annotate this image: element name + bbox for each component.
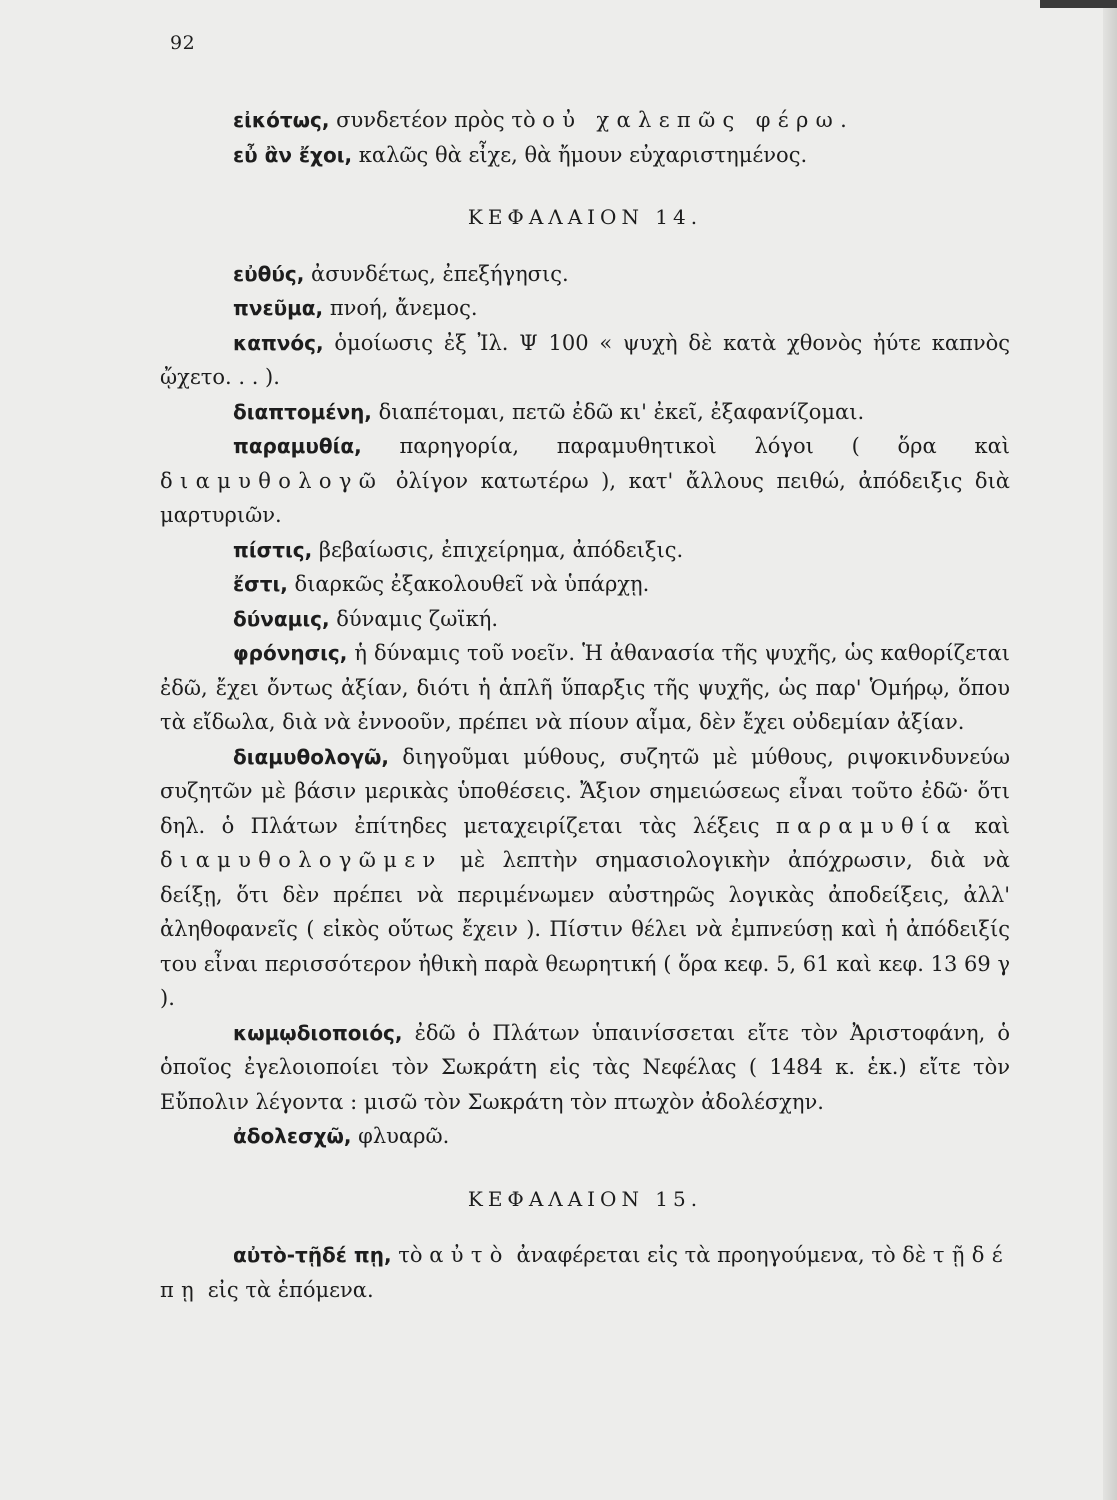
headword: εἰκότως, bbox=[233, 108, 330, 132]
spaced-word: αὐτὸ bbox=[429, 1243, 510, 1267]
entry bbox=[160, 257, 1010, 292]
entry bbox=[160, 291, 1010, 326]
entry-text: δύναμις ζωϊκή. bbox=[329, 606, 499, 631]
headword: ἀδολεσχῶ, bbox=[233, 1124, 352, 1148]
entry-text: εἰς τὰ ἑπόμενα. bbox=[201, 1277, 374, 1302]
entry-text: καλῶς θὰ εἶχε, θὰ ἤμουν εὐχαριστημένος. bbox=[352, 142, 808, 167]
entry-text: διαρκῶς ἐξακολουθεῖ νὰ ὑπάρχῃ. bbox=[287, 572, 650, 596]
headword: ἔστι, bbox=[233, 572, 288, 596]
headword: καπνός, bbox=[233, 330, 324, 355]
spaced-quote: οὐ χαλεπῶς φέρω bbox=[542, 108, 841, 132]
spaced-word: διαμυθολογῶμεν bbox=[160, 848, 443, 872]
headword: διαπτομένη, bbox=[233, 399, 372, 424]
entry-eu-an-echoi bbox=[160, 138, 1010, 173]
entry bbox=[160, 429, 1010, 533]
entry bbox=[160, 395, 1010, 430]
entry-text: ἐδῶ ὁ Πλάτων ὑπαινίσσεται εἴτε τὸν Ἀριστοφάνη, ὁ ὁποῖος ἐγελοιοποίει τὸν Σωκράτη εἰς τὰς Νεφέλας ( 1484 κ. ἑκ.) εἴτε τὸν Εὔπολιν λέγοντα : μισῶ τὸν Σωκράτη τὸν πτωχὸν ἀδολέσχην. bbox=[160, 1020, 1010, 1114]
entry bbox=[160, 326, 1010, 395]
headword: παραμυθία, bbox=[233, 434, 362, 458]
entry bbox=[160, 602, 1010, 637]
spaced-word: παραμυθία bbox=[775, 813, 959, 838]
page-corner-edge bbox=[1040, 0, 1117, 8]
entry bbox=[160, 1119, 1010, 1154]
entry-text: . bbox=[840, 108, 847, 132]
entry-text: ἀναφέρεται εἰς τὰ προηγούμενα, τὸ δὲ bbox=[509, 1243, 933, 1267]
entry-text: διηγοῦμαι μύθους, συζητῶ μὲ μύθους, ριψοκινδυνεύω συζητῶν μὲ βάσιν μερικὰς ὑποθέσεις. Ἄξιον σημειώσεως εἶναι τοῦτο ἐδῶ· ὅτι δηλ. ὁ Πλάτων ἐπίτηδες μεταχειρίζεται τὰς λέξεις bbox=[160, 744, 1010, 838]
entry bbox=[160, 1238, 1010, 1307]
entry-text: τὸ bbox=[391, 1243, 430, 1267]
entry bbox=[160, 1016, 1010, 1120]
entry-text: βεβαίωσις, ἐπιχείρημα, ἀπόδειξις. bbox=[312, 537, 684, 562]
entry-text: φλυαρῶ. bbox=[351, 1124, 450, 1148]
spaced-word: τῇδέ πῃ bbox=[160, 1243, 1010, 1302]
headword: διαμυθολογῶ, bbox=[233, 744, 389, 769]
entry bbox=[160, 533, 1010, 568]
entry-text: πνοή, ἄνεμος. bbox=[323, 296, 478, 320]
page-spine-shadow bbox=[1103, 0, 1117, 1500]
entry-text: διαπέτομαι, πετῶ ἐδῶ κι' ἐκεῖ, ἐξαφανίζομαι. bbox=[371, 399, 865, 424]
entry-eikotos bbox=[160, 103, 1010, 138]
headword: αὐτὸ-τῇδέ πῃ, bbox=[233, 1243, 392, 1267]
entry-text: συνδετέον πρὸς τὸ bbox=[329, 108, 543, 132]
entry-text: μὲ λεπτὴν σημασιολογικὴν ἀπόχρωσιν, διὰ νὰ δείξῃ, ὅτι δὲν πρέπει νὰ περιμένωμεν αὐστηρῶς λογικὰς ἀποδείξεις, ἀλλ' ἀληθοφανεῖς ( εἰκὸς οὕτως ἔχειν ). Πίστιν θέλει νὰ ἐμπνεύσῃ καὶ ἡ ἀπόδειξίς του εἶναι περισσότερον ἠθικὴ παρὰ θεωρητική ( ὅρα κεφ. 5, 61 καὶ κεφ. 13 69 γ ). bbox=[160, 848, 1010, 1010]
entry-text: παρηγορία, παραμυθητικοὶ λόγοι ( ὅρα καὶ bbox=[361, 434, 1010, 458]
page-number: 92 bbox=[170, 32, 196, 54]
entry bbox=[160, 740, 1010, 1016]
entry bbox=[160, 567, 1010, 602]
chapter-heading-14: ΚΕΦΑΛΑΙΟΝ 14. bbox=[467, 205, 703, 229]
headword: δύναμις, bbox=[233, 606, 330, 631]
entry-text: καὶ bbox=[958, 813, 1010, 838]
entry-text: ἡ δύναμις τοῦ νοεῖν. Ἡ ἀθανασία τῆς ψυχῆς, ὡς καθορίζεται ἐδῶ, ἔχει ὄντως ἀξίαν, διότι ἡ ἁπλῆ ὕπαρξις τῆς ψυχῆς, ὡς παρ' Ὁμήρῳ, ὅπου τὰ εἴδωλα, διὰ νὰ ἐννοοῦν, πρέπει νὰ πίουν αἷμα, δὲν ἔχει οὐδεμίαν ἀξίαν. bbox=[160, 641, 1010, 734]
spaced-word: διαμυθολογῶ bbox=[160, 468, 384, 493]
entry-text: ὁμοίωσις ἐξ Ἰλ. Ψ 100 « ψυχὴ δὲ κατὰ χθονὸς ἠύτε καπνὸς ᾤχετο. . . ). bbox=[160, 330, 1010, 389]
page-body bbox=[160, 103, 1010, 1307]
headword: πίστις, bbox=[233, 537, 313, 562]
headword: εὖ ἂν ἔχοι, bbox=[233, 142, 353, 167]
headword: πνεῦμα, bbox=[233, 296, 324, 320]
entry-text: ἀσυνδέτως, ἐπεξήγησις. bbox=[304, 261, 569, 286]
entry bbox=[160, 636, 1010, 740]
headword: εὐθύς, bbox=[233, 261, 305, 286]
headword: κωμῳδιοποιός, bbox=[233, 1020, 403, 1045]
headword: φρόνησις, bbox=[233, 641, 348, 665]
chapter-heading-15: ΚΕΦΑΛΑΙΟΝ 15. bbox=[467, 1186, 703, 1211]
entry-text: ὀλίγον κατωτέρω ), κατ' ἄλλους πειθώ, ἀπόδειξις διὰ μαρτυριῶν. bbox=[160, 468, 1010, 527]
